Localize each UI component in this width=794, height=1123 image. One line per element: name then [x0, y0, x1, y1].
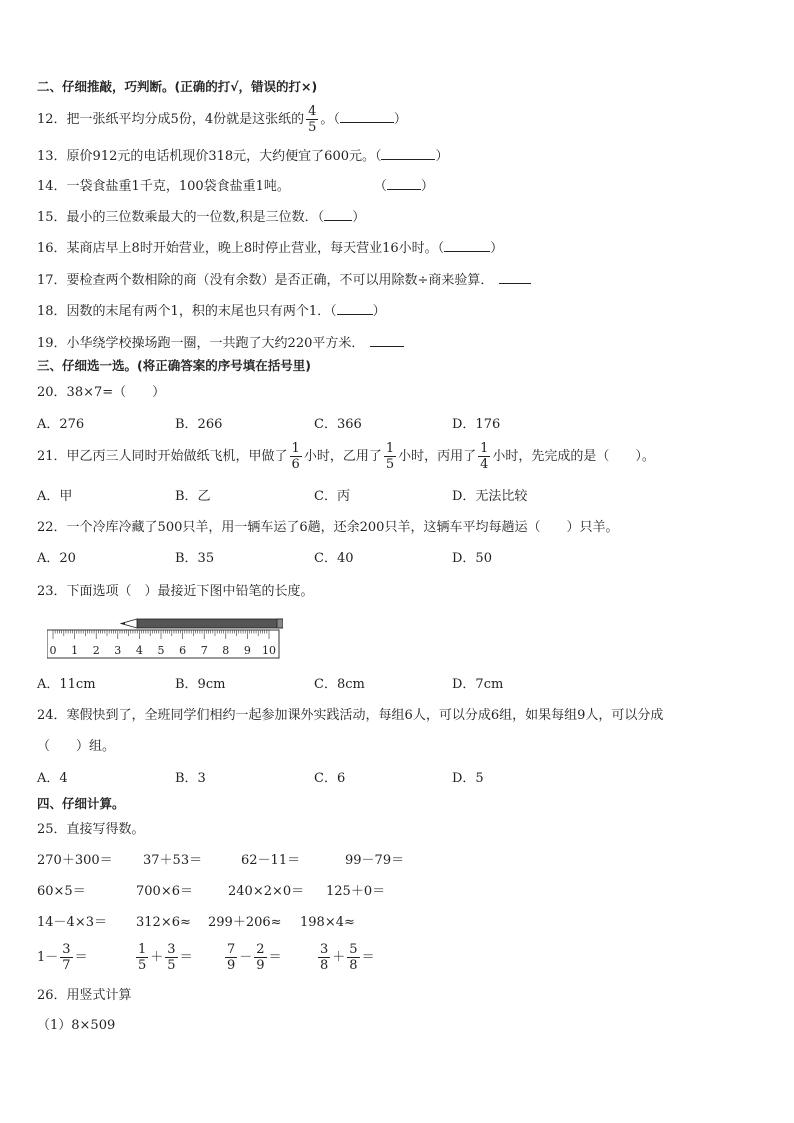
answer-blank[interactable] [370, 334, 404, 347]
option-a[interactable]: A．276 [37, 417, 85, 432]
calc-item: 37＋53＝ [143, 853, 203, 868]
question-16: 16．某商店早上8时开始营业，晚上8时停止营业，每天营业16小时。（ ） [37, 241, 504, 256]
fraction-calc-2: $\frac{1}{5}$ ＋ $\frac{3}{5}$ ＝ [138, 942, 193, 973]
question-19: 19．小华绕学校操场跑一圈，一共跑了大约220平方米． [37, 334, 404, 352]
fraction: $\frac{1}{4}$ [480, 441, 489, 472]
answer-blank[interactable] [381, 147, 435, 160]
ruler-tick-label: 10 [262, 644, 276, 657]
ruler-pencil-figure [47, 616, 283, 660]
question-21: 21．甲乙丙三人同时开始做纸飞机，甲做了 $\frac{1}{6}$ 小时，乙用了 $\frac{1}{5}$ 小时，丙用了 $\frac{1}{4}$ 小时，先完成的是（ ）。 [37, 441, 655, 472]
ruler-tick-label: 4 [135, 644, 143, 657]
option-a[interactable]: A．甲 [37, 489, 73, 504]
calc-item: 700×6＝ [136, 884, 193, 899]
option-b[interactable]: B．266 [175, 417, 223, 432]
calc-item: 125＋0＝ [326, 884, 386, 899]
ruler-tick-label: 5 [157, 644, 165, 657]
question-12: 12．把一张纸平均分成5份，4份就是这张纸的 $\frac{4}{5}$ 。（ ） [37, 104, 407, 135]
question-18: 18．因数的末尾有两个1，积的末尾也只有两个1．（ ） [37, 304, 386, 319]
option-c[interactable]: C．8cm [314, 677, 365, 692]
answer-blank[interactable] [337, 302, 373, 315]
option-c[interactable]: C．366 [314, 417, 362, 432]
option-a[interactable]: A．11cm [37, 677, 96, 692]
option-c[interactable]: C．6 [314, 771, 346, 786]
option-d[interactable]: D．50 [452, 551, 492, 566]
section4-title: 四、仔细计算。 [37, 796, 125, 811]
answer-blank[interactable] [499, 271, 531, 284]
question-25: 25．直接写得数。 [37, 822, 145, 837]
section3-title: 三、仔细选一选。(将正确答案的序号填在括号里) [37, 358, 311, 373]
question-17: 17．要检查两个数相除的商（没有余数）是否正确，不可以用除数÷商来验算． [37, 271, 531, 289]
answer-blank[interactable] [340, 110, 394, 123]
calc-item: 14－4×3＝ [37, 915, 107, 930]
question-26: 26．用竖式计算 [37, 988, 132, 1003]
ruler-tick-label: 2 [92, 644, 100, 657]
option-a[interactable]: A．4 [37, 771, 68, 786]
q12-text: 12．把一张纸平均分成5份，4份就是这张纸的 [37, 112, 305, 127]
fraction-calc-3: $\frac{7}{9}$ － $\frac{2}{9}$ ＝ [227, 942, 282, 973]
fraction-calc-4: $\frac{3}{8}$ ＋ $\frac{5}{8}$ ＝ [320, 942, 375, 973]
calc-item: 240×2×0＝ [228, 884, 305, 899]
question-13: 13．原价912元的电话机现价318元，大约便宜了600元。（ ） [37, 149, 449, 164]
option-c[interactable]: C．丙 [314, 489, 350, 504]
question-15: 15．最小的三位数乘最大的一位数,积是三位数．（ ） [37, 210, 366, 225]
question-24-cont: （ ）组。 [37, 739, 116, 754]
ruler-tick-label: 8 [222, 644, 230, 657]
question-23: 23．下面选项（ ）最接近下图中铅笔的长度。 [37, 584, 314, 599]
calc-item: 312×6≈ [136, 915, 191, 930]
question-20: 20．38×7=（ ） [37, 385, 166, 400]
ruler-tick-label: 3 [114, 644, 122, 657]
ruler-tick-label: 7 [200, 644, 208, 657]
fraction: $\frac{1}{5}$ [385, 441, 395, 472]
option-d[interactable]: D．176 [452, 417, 501, 432]
option-c[interactable]: C．40 [314, 551, 354, 566]
calc-item: 99－79＝ [345, 853, 405, 868]
fraction: $\frac{4}{5}$ [308, 104, 317, 135]
ruler-tick-label: 0 [49, 644, 57, 657]
answer-blank[interactable] [324, 208, 352, 221]
option-b[interactable]: B．9cm [175, 677, 226, 692]
option-d[interactable]: D．7cm [452, 677, 504, 692]
question-24: 24．寒假快到了，全班同学们相约一起参加课外实践活动，每组6人，可以分成6组，如果每组9人，可以分成 [37, 708, 664, 723]
question-14: 14．一袋食盐重1千克，100袋食盐重1吨。 （ ） [37, 179, 434, 194]
answer-blank[interactable] [387, 177, 421, 190]
question-22: 22．一个冷库冷藏了500只羊，用一辆车运了6趟，还余200只羊，这辆车平均每趟运（ ）只羊。 [37, 520, 619, 535]
ruler-tick-label: 6 [179, 644, 187, 657]
fraction-calc-1: 1－ $\frac{3}{7}$ ＝ [37, 942, 88, 973]
option-b[interactable]: B．乙 [175, 489, 211, 504]
question-26-1: （1）8×509 [37, 1018, 116, 1033]
calc-item: 270＋300＝ [37, 853, 113, 868]
option-a[interactable]: A．20 [37, 551, 76, 566]
answer-blank[interactable] [444, 239, 490, 252]
option-d[interactable]: D．5 [452, 771, 484, 786]
section2-title: 二、仔细推敲，巧判断。(正确的打√，错误的打×) [37, 79, 318, 94]
option-b[interactable]: B．35 [175, 551, 215, 566]
pencil-icon [121, 619, 283, 628]
calc-item: 299＋206≈ [208, 915, 282, 930]
calc-item: 60×5＝ [37, 884, 86, 899]
option-b[interactable]: B．3 [175, 771, 206, 786]
fraction: $\frac{1}{6}$ [291, 441, 300, 472]
calc-item: 62－11＝ [241, 853, 301, 868]
calc-item: 198×4≈ [300, 915, 355, 930]
ruler-tick-label: 1 [71, 644, 79, 657]
ruler-tick-label: 9 [243, 644, 251, 657]
option-d[interactable]: D．无法比较 [452, 489, 528, 504]
